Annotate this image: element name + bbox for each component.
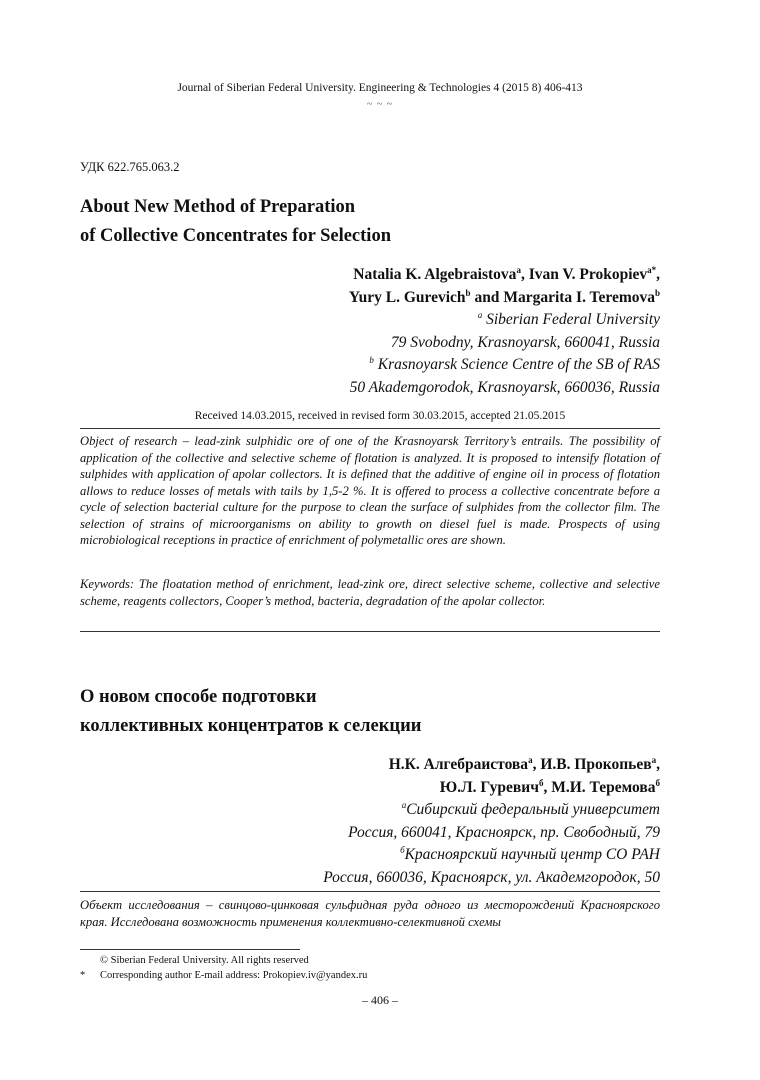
author-name: Yury L. Gurevich — [348, 288, 466, 306]
udk-code: УДК 622.765.063.2 — [80, 160, 180, 174]
russian-abstract — [80, 897, 660, 931]
copyright-note — [80, 953, 367, 968]
abstract-bottom-rule — [80, 631, 660, 632]
journal-header: Journal of Siberian Federal University. Engineering & Technologies 4 (2015 8) 406-413 — [177, 82, 583, 94]
abstract-text: Объект исследования – свинцово-цинковая сульфидная руда одного из месторождений Красноярского края. Исследована возможность применения коллективно-селективной схемы — [80, 898, 660, 929]
affiliation-text: Siberian Federal University — [486, 311, 660, 328]
header-ornament: ~ ~ ~ — [366, 99, 394, 110]
affiliation-text: Krasnoyarsk Science Centre of the SB of RAS — [377, 356, 660, 373]
affiliation-sup: b — [369, 355, 374, 365]
author-sup: а — [651, 755, 657, 765]
copyright-text: © Siberian Federal University. All rights reserved — [100, 955, 309, 966]
received-dates: Received 14.03.2015, received in revised form 30.03.2015, accepted 21.05.2015 — [194, 410, 566, 422]
author-name: И.В. Прокопьев — [540, 756, 652, 773]
author-separator: and — [470, 288, 504, 306]
affiliation-address: Россия, 660041, Красноярск, пр. Свободный, 79 — [348, 823, 660, 841]
russian-author-block — [323, 754, 660, 889]
author-name: Н.К. Алгебраистова — [388, 756, 529, 773]
author-separator: , — [532, 756, 541, 773]
russian-abstract-rule — [80, 891, 660, 892]
affiliation-text: Сибирский федеральный университет — [406, 801, 660, 818]
author-sup: b — [465, 287, 471, 298]
author-separator: , — [656, 266, 660, 283]
affiliation-address: 79 Svobodny, Krasnoyarsk, 660041, Russia — [390, 333, 660, 351]
affiliation-text: Красноярский научный центр СО РАН — [404, 846, 660, 863]
author-name: Natalia K. Algebraistova — [353, 266, 517, 283]
english-title-line-2: of Collective Concentrates for Selection — [80, 226, 391, 246]
russian-title-line-1: О новом способе подготовки — [80, 687, 317, 707]
english-title-line-1: About New Method of Preparation — [80, 197, 356, 217]
author-name: Ю.Л. Гуревич — [439, 778, 539, 796]
english-abstract — [80, 433, 660, 549]
footnote-mark: * — [80, 970, 86, 981]
abstract-top-rule — [80, 428, 660, 429]
affiliation-address: Россия, 660036, Красноярск, ул. Академгородок, 50 — [323, 868, 660, 886]
author-separator: , — [656, 756, 660, 773]
author-name: Margarita I. Teremova — [503, 288, 655, 306]
page-number: – 406 – — [362, 993, 398, 1007]
affiliation-sup: а — [401, 800, 407, 810]
author-sup: a* — [647, 265, 657, 275]
author-sup: a — [516, 265, 521, 275]
author-name: Ivan V. Prokopiev — [528, 266, 648, 283]
affiliation-sup: б — [400, 845, 405, 855]
footnote-rule — [80, 949, 300, 950]
russian-title-line-2: коллективных концентратов к селекции — [80, 716, 422, 736]
affiliation-name — [349, 309, 660, 332]
affiliation-address: 50 Akademgorodok, Krasnoyarsk, 660036, Russia — [349, 378, 660, 396]
english-keywords — [80, 576, 660, 609]
russian-title — [80, 683, 421, 741]
author-sup: б — [655, 777, 660, 788]
corresponding-note — [80, 968, 367, 983]
corresponding-text: Corresponding author E-mail address: Prokopiev.iv@yandex.ru — [100, 970, 368, 981]
author-name: М.И. Теремова — [551, 778, 656, 796]
author-separator: , — [543, 778, 552, 796]
footnotes — [80, 953, 367, 983]
affiliation-name — [323, 799, 660, 822]
russian-authors-line-2 — [323, 777, 660, 800]
author-sup: б — [538, 777, 544, 788]
author-sup: а — [528, 755, 533, 765]
affiliation-name — [349, 354, 660, 377]
english-authors-line-2 — [349, 287, 660, 310]
affiliation-sup: a — [477, 310, 483, 320]
keywords-text: Keywords: The floatation method of enrichment, lead-zink ore, direct selective scheme, collective and selective scheme, reagents collectors, Cooper’s method, bacteria, degradation of the apolar collector. — [80, 577, 660, 608]
affiliation-name — [323, 844, 660, 867]
abstract-text: Object of research – lead-zink sulphidic ore of one of the Krasnoyarsk Territory’s entrails. The possibility of application of the collective and selective scheme of flotation is analyzed. It is proposed to intensify flotation of sulphides with application of apolar collectors. It is defined that the additive of engine oil in process of flotation allows to reduce losses of metals with tails by 1,5-2 %. It is offered to process a collective concentrate before a cycle of selection bacterial culture for the purpose to clean the surface of sulphides from the collector film. The selection of strains of microorganisms on ability to growth on diesel fuel is made. Prospects of using microbiological receptions in practice of enrichment of polymetallic ores are shown. — [80, 434, 660, 547]
english-authors-line-1 — [349, 264, 660, 287]
english-title — [80, 193, 391, 251]
russian-authors-line-1 — [323, 754, 660, 777]
english-author-block — [349, 264, 660, 399]
author-sup: b — [654, 287, 660, 298]
author-separator: , — [520, 266, 529, 283]
